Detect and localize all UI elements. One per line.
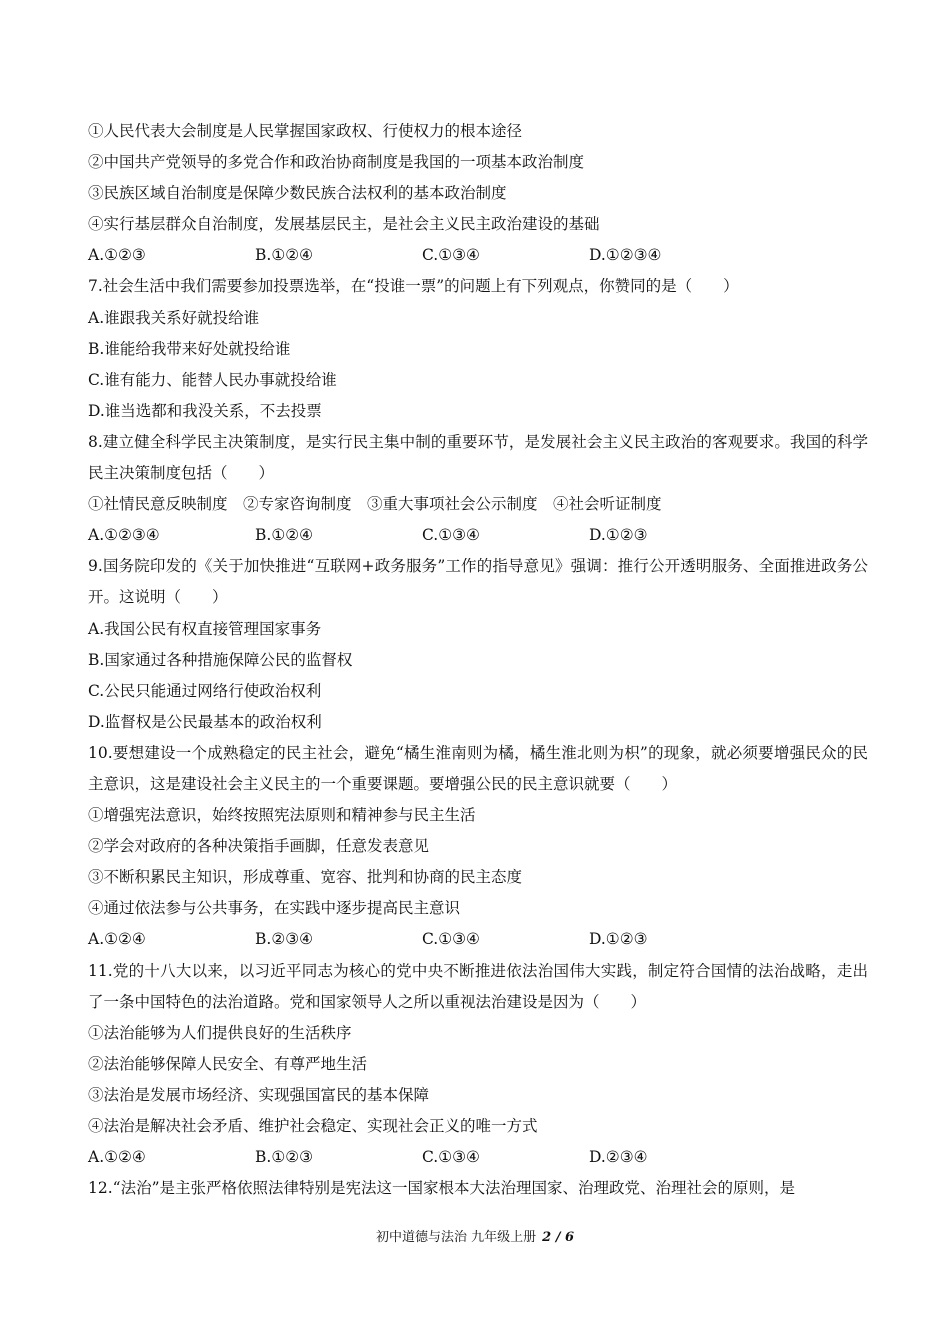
q8-option-d: D.①②③ [589, 526, 648, 545]
q11-item-4: ④法治是解决社会矛盾、维护社会稳定、实现社会正义的唯一方式 [88, 1117, 538, 1135]
q7-stem: 7.社会生活中我们需要参加投票选举，在“投谁一票”的问题上有下列观点，你赞同的是（ ） [88, 277, 739, 296]
q10-option-d: D.①②③ [589, 930, 648, 949]
q10-options [88, 924, 868, 955]
q10-item-3: ③不断积累民主知识，形成尊重、宽容、批判和协商的民主态度 [88, 868, 523, 887]
q11-options [88, 1142, 868, 1173]
q6-item-4: ④实行基层群众自治制度，发展基层民主，是社会主义民主政治建设的基础 [88, 215, 600, 234]
q12-stem: 12.“法治”是主张严格依照法律特别是宪法这一国家根本大法治理国家、治理政党、治理社会的原则，是 [88, 1179, 796, 1198]
page-footer [0, 1226, 950, 1245]
q9-option-a: A.我国公民有权直接管理国家事务 [88, 619, 322, 638]
q10-item-1: ①增强宪法意识，始终按照宪法原则和精神参与民主生活 [88, 806, 476, 825]
q6-item-1: ①人民代表大会制度是人民掌握国家政权、行使权力的根本途径 [88, 122, 523, 140]
q6-option-b: B.①②④ [255, 246, 314, 265]
q11-item-3: ③法治是发展市场经济、实现强国富民的基本保障 [88, 1085, 430, 1104]
q11-option-b: B.①②③ [255, 1148, 314, 1167]
q7-option-c: C.谁有能力、能替人民办事就投给谁 [88, 370, 337, 389]
q9-stem: 9.国务院印发的《关于加快推进“互联网+政务服务”工作的指导意见》强调：推行公开透明服务、全面推进政务公开。这说明（ ） [88, 557, 868, 607]
page-content [88, 116, 868, 1204]
q6-option-c: C.①③④ [422, 246, 480, 265]
q10-item-4: ④通过依法参与公共事务，在实践中逐步提高民主意识 [88, 899, 461, 918]
q6-item-3: ③民族区域自治制度是保障少数民族合法权利的基本政治制度 [88, 184, 507, 203]
q8-option-c: C.①③④ [422, 526, 480, 545]
q10-stem: 10.要想建设一个成熟稳定的民主社会，避免“橘生淮南则为橘，橘生淮北则为枳”的现象，就必须要增强民众的民主意识，这是建设社会主义民主的一个重要课题。要增强公民的民主意识就要（ ） [88, 743, 868, 793]
q6-options [88, 240, 868, 271]
q9-option-b: B.国家通过各种措施保障公民的监督权 [88, 650, 353, 669]
q8-option-a: A.①②③④ [88, 526, 160, 545]
q8-items: ①社情民意反映制度 ②专家咨询制度 ③重大事项社会公示制度 ④社会听证制度 [88, 495, 662, 514]
q11-option-a: A.①②④ [88, 1148, 146, 1167]
q7-option-a: A.谁跟我关系好就投给谁 [88, 308, 260, 327]
q6-item-2: ②中国共产党领导的多党合作和政治协商制度是我国的一项基本政治制度 [88, 153, 585, 172]
q8-options [88, 520, 868, 551]
q8-stem: 8.建立健全科学民主决策制度，是实行民主集中制的重要环节，是发展社会主义民主政治的客观要求。我国的科学民主决策制度包括（ ） [88, 432, 868, 483]
q9-option-d: D.监督权是公民最基本的政治权利 [88, 712, 322, 731]
q11-option-d: D.②③④ [589, 1148, 648, 1167]
q10-option-b: B.②③④ [255, 930, 314, 949]
q10-item-2: ②学会对政府的各种决策指手画脚，任意发表意见 [88, 837, 430, 856]
q10-option-a: A.①②④ [88, 930, 146, 949]
q7-option-b: B.谁能给我带来好处就投给谁 [88, 339, 291, 358]
q11-item-2: ②法治能够保障人民安全、有尊严地生活 [88, 1054, 368, 1073]
q9-option-c: C.公民只能通过网络行使政治权利 [88, 681, 322, 700]
q8-option-b: B.①②④ [255, 526, 314, 545]
page-number: 2 / 6 [542, 1230, 575, 1245]
q6-option-a: A.①②③ [88, 246, 146, 265]
footer-title: 初中道德与法治 九年级上册 [375, 1230, 537, 1245]
q6-option-d: D.①②③④ [589, 246, 662, 265]
q11-item-1: ①法治能够为人们提供良好的生活秩序 [88, 1023, 352, 1042]
q7-option-d: D.谁当选都和我没关系，不去投票 [88, 401, 322, 420]
q10-option-c: C.①③④ [422, 930, 480, 949]
q11-option-c: C.①③④ [422, 1148, 480, 1167]
q11-stem: 11.党的十八大以来，以习近平同志为核心的党中央不断推进依法治国伟大实践，制定符合国情的法治战略，走出了一条中国特色的法治道路。党和国家领导人之所以重视法治建设是因为（ ） [88, 961, 868, 1011]
